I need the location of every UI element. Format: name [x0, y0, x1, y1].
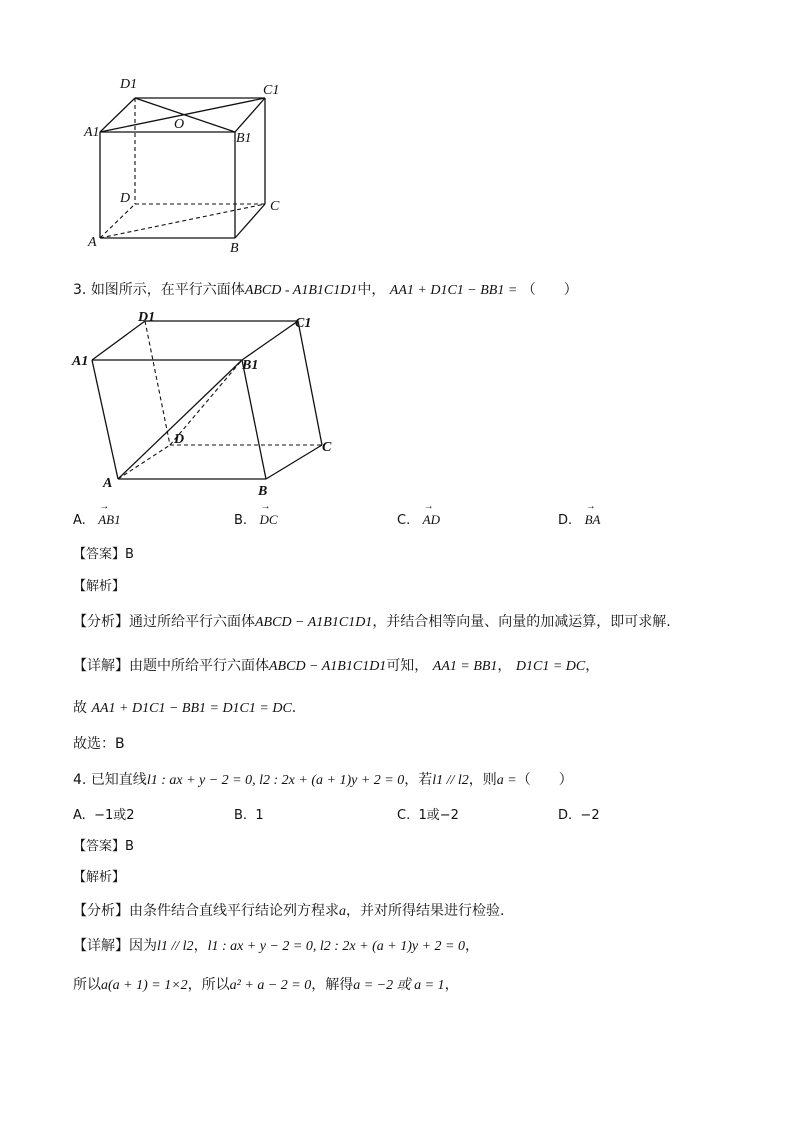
q3-eq3: AA1 + D1C1 − BB1 = D1C1 = DC — [91, 701, 292, 716]
q3-option-c: C. → AD — [397, 510, 440, 531]
q3-expression: AA1 + D1C1 − BB1 = — [389, 283, 518, 298]
label-b1: B1 — [242, 358, 259, 373]
q3-option-a-value: → AB1 — [98, 510, 120, 530]
q3-option-d: D. → BA — [558, 510, 600, 531]
q4-solution-line: 所以a(a + 1) = 1×2，所以a² + a − 2 = 0，解得a = −2 或 a = 1， — [73, 977, 459, 993]
q3-fenxi: 【分析】通过所给平行六面体ABCD − A1B1C1D1，并结合相等向量、向量的加减运算，即可求解. — [73, 614, 671, 630]
q4-stem: 4. 已知直线l1 : ax + y − 2 = 0, l2 : 2x + (a + 1)y + 2 = 0，若l1 // l2，则a =（ ） — [73, 772, 573, 788]
parallelepiped-figure — [70, 305, 350, 505]
q3-solid: ABCD - A1B1C1D1 — [244, 283, 358, 298]
q4-option-c: C. 1或−2 — [397, 808, 459, 823]
label-c: C — [322, 440, 332, 455]
q3-eq1: AA1 = BB1 — [432, 659, 498, 674]
label-o: O — [174, 117, 185, 132]
q3-number: 3. — [73, 282, 87, 298]
label-a: A — [103, 476, 113, 491]
q3-eq2: D1C1 = DC — [515, 659, 586, 674]
q4-option-d: D. −2 — [558, 808, 600, 823]
label-a: A — [88, 235, 97, 250]
q3-answer: 【答案】B — [73, 547, 134, 562]
label-a1: A1 — [84, 125, 100, 140]
label-d1: D1 — [120, 77, 138, 92]
q3-option-b: B. → DC — [234, 510, 278, 531]
label-a1: A1 — [72, 354, 89, 369]
q3-paren: （ ） — [521, 282, 578, 298]
cube-figure — [70, 70, 310, 260]
label-d: D — [174, 432, 185, 447]
label-b: B — [258, 484, 268, 499]
q4-option-b: B. 1 — [234, 808, 264, 823]
q4-lines: l1 : ax + y − 2 = 0, l2 : 2x + (a + 1)y + 2 = 0 — [146, 773, 405, 788]
q3-option-b-value: → DC — [259, 510, 277, 530]
q4-fenxi: 【分析】由条件结合直线平行结论列方程求a，并对所得结果进行检验. — [73, 903, 505, 919]
q3-option-a: A. → AB1 — [73, 510, 121, 531]
q3-xiangjie: 【详解】由题中所给平行六面体ABCD − A1B1C1D1可知， AA1 = BB1， D1C1 = DC， — [73, 658, 600, 674]
q3-option-c-value: → AD — [423, 510, 440, 530]
label-b: B — [230, 241, 239, 256]
label-b1: B1 — [236, 131, 252, 146]
q3-stem-mid: 中， — [357, 282, 386, 298]
q3-stem-prefix: 如图所示，在平行六面体 — [90, 282, 245, 298]
label-d1: D1 — [138, 310, 156, 325]
label-d: D — [120, 191, 131, 206]
q3-option-d-value: → BA — [585, 510, 601, 530]
q4-xiangjie: 【详解】因为l1 // l2，l1 : ax + y − 2 = 0, l2 : 2x + (a + 1)y + 2 = 0， — [73, 938, 479, 954]
label-c: C — [270, 199, 280, 214]
q4-option-a: A. −1或2 — [73, 808, 135, 823]
q3-choose: 故选：B — [73, 736, 125, 752]
q3-conclusion: 故 AA1 + D1C1 − BB1 = D1C1 = DC. — [73, 700, 297, 716]
q4-answer: 【答案】B — [73, 839, 134, 854]
q3-analysis-heading: 【解析】 — [73, 579, 126, 594]
label-c1: C1 — [295, 316, 312, 331]
q3-stem — [73, 280, 578, 301]
q4-analysis-heading: 【解析】 — [73, 870, 126, 885]
label-c1: C1 — [263, 83, 280, 98]
